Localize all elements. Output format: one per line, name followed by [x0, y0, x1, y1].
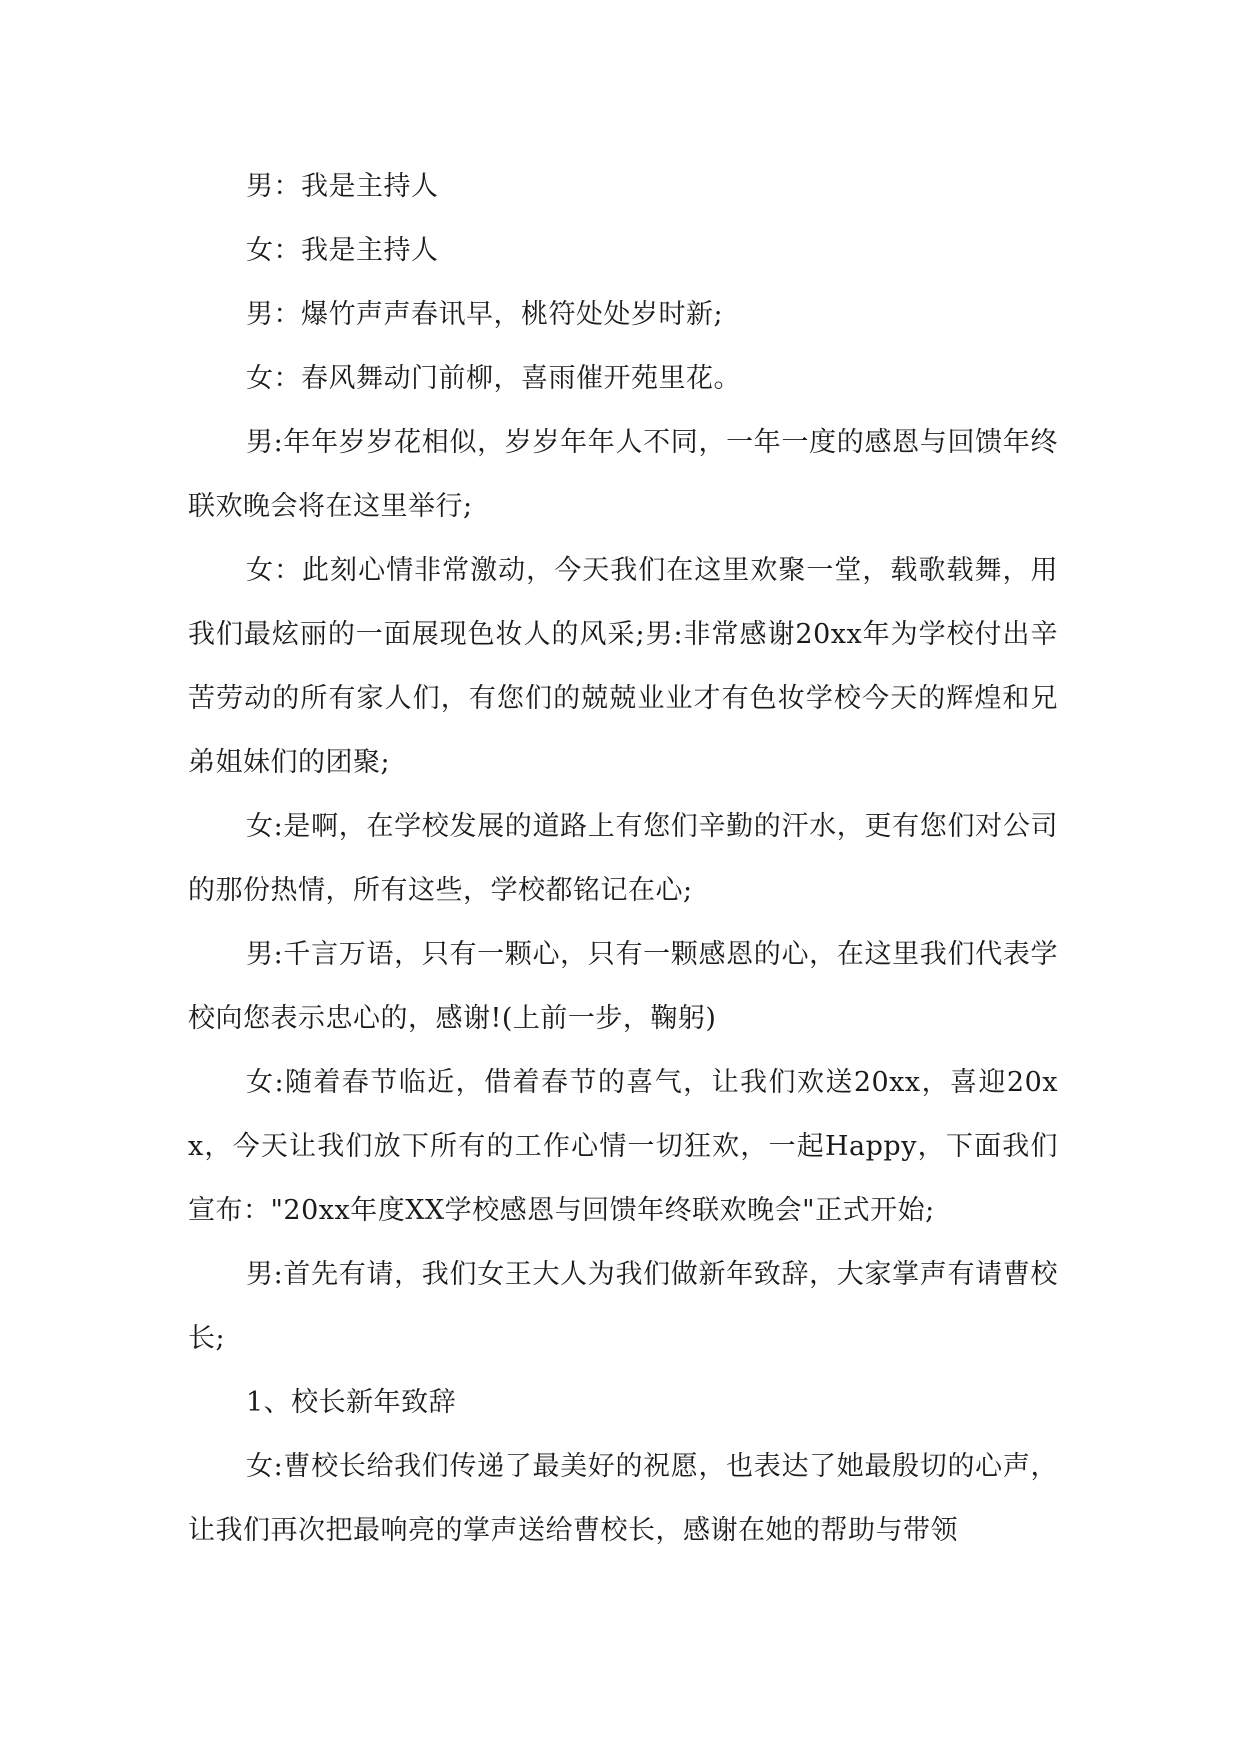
- paragraph: 男：爆竹声声春讯早，桃符处处岁时新;: [246, 299, 724, 330]
- paragraph: 女:曹校长给我们传递了最美好的祝愿，也表达了她最殷切的心声，让我们再次把最响亮的掌声送给曹校长，感谢在她的帮助与带领: [188, 1451, 1058, 1546]
- document-body: [188, 155, 1058, 1563]
- paragraph: 女:是啊，在学校发展的道路上有您们辛勤的汗水，更有您们对公司的那份热情，所有这些，学校都铭记在心;: [188, 811, 1058, 906]
- paragraph: 女：我是主持人: [246, 235, 439, 266]
- paragraph: 女：此刻心情非常激动，今天我们在这里欢聚一堂，载歌载舞，用我们最炫丽的一面展现色妆人的风采;男:非常感谢20xx年为学校付出辛苦劳动的所有家人们，有您们的兢兢业业才有色妆学校今天的辉煌和兄弟姐妹们的团聚;: [188, 555, 1058, 778]
- paragraph: 男:首先有请，我们女王大人为我们做新年致辞，大家掌声有请曹校长;: [188, 1259, 1058, 1354]
- paragraph: 男:年年岁岁花相似，岁岁年年人不同，一年一度的感恩与回馈年终联欢晚会将在这里举行;: [188, 427, 1058, 522]
- paragraph: 女:随着春节临近，借着春节的喜气，让我们欢送20xx，喜迎20xx，今天让我们放下所有的工作心情一切狂欢，一起Happy，下面我们宣布："20xx年度XX学校感恩与回馈年终联欢晚会"正式开始;: [188, 1067, 1058, 1226]
- paragraph: 男：我是主持人: [246, 171, 439, 202]
- paragraph: 男:千言万语，只有一颗心，只有一颗感恩的心，在这里我们代表学校向您表示忠心的，感谢!(上前一步，鞠躬): [188, 939, 1058, 1034]
- section-heading: 1、校长新年致辞: [246, 1387, 457, 1418]
- paragraph: 女：春风舞动门前柳，喜雨催开苑里花。: [246, 363, 741, 394]
